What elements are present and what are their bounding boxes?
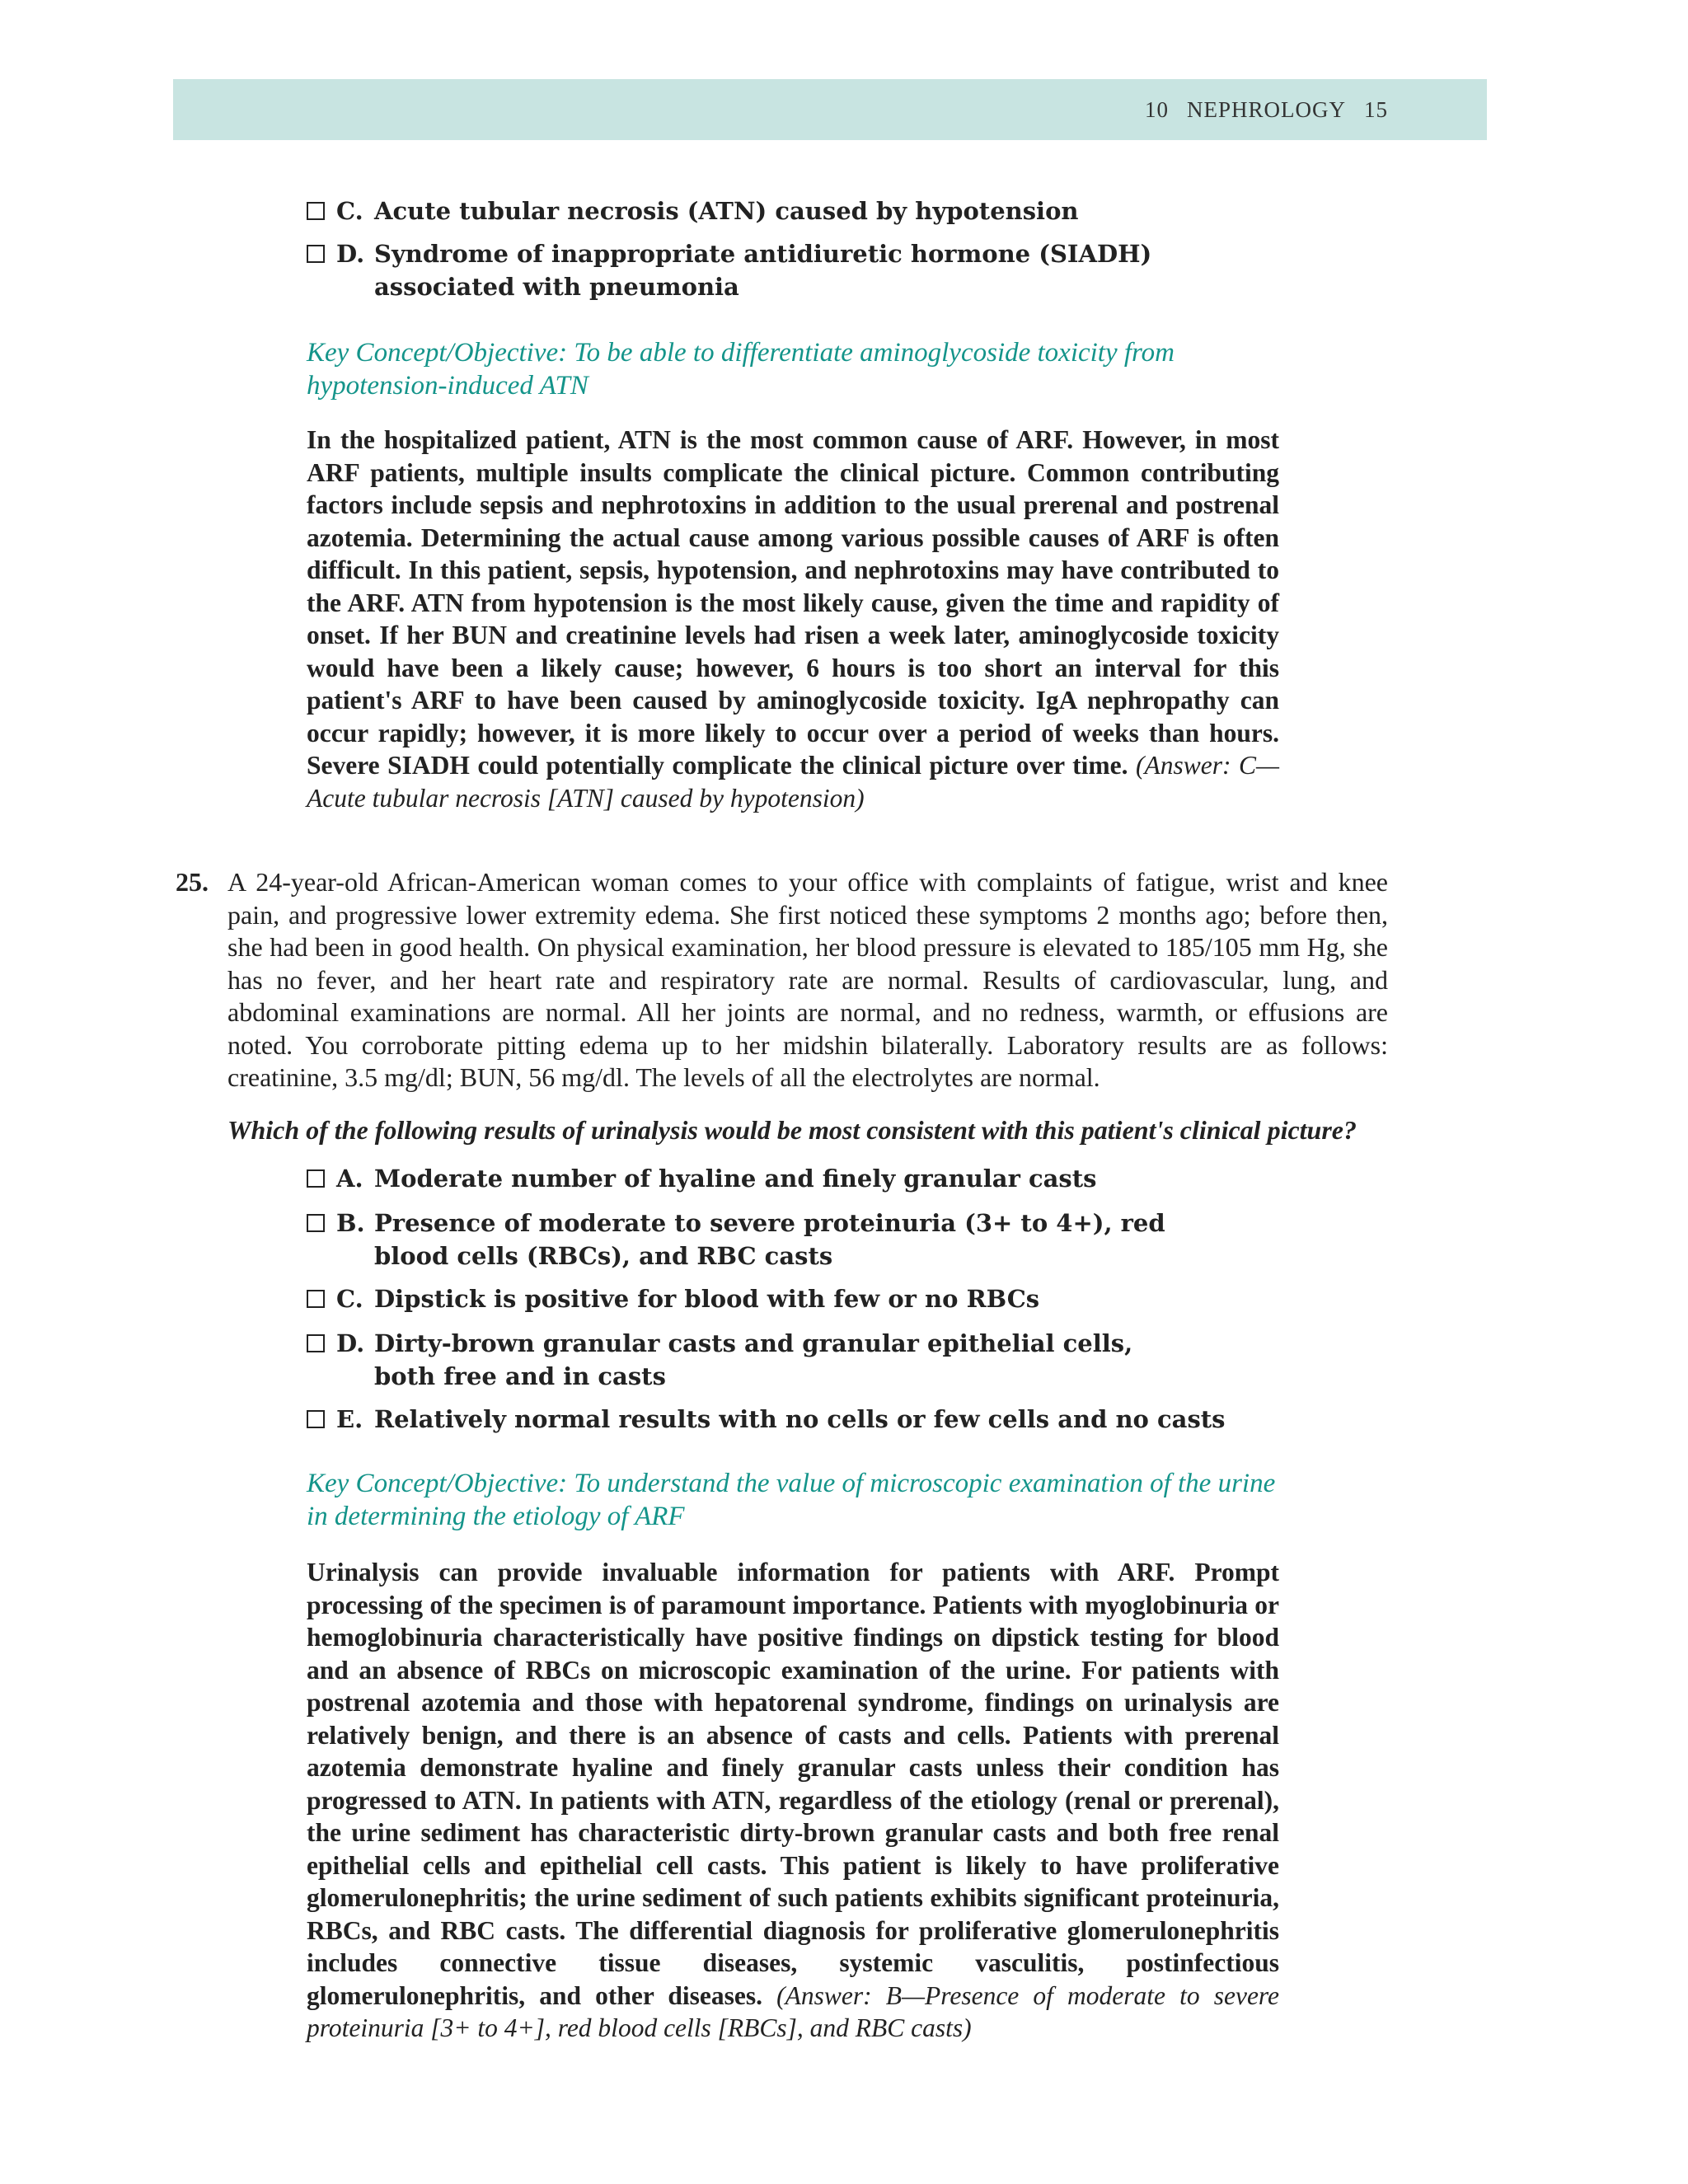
option-text: Acute tubular necrosis (ATN) caused by hypotension <box>374 197 1079 225</box>
explanation-text: Urinalysis can provide invaluable information for patients with ARF. Prompt processing of the specimen is of paramount importance. Patients with myoglobinuria or hemoglobinuria characteristically have positive findings on dipstick testing for blood and an absence of RBCs on microscopic examination of the urine. For patients with postrenal azotemia and those with hepatorenal syndrome, findings on urinalysis are relatively benign, and there is an absence of casts and cells. Patients with prerenal azotemia demonstrate hyaline and finely granular casts unless their condition has progressed to ATN. In patients with ATN, regardless of the etiology (renal or prerenal), the urine sediment has characteristic dirty-brown granular casts and both free renal epithelial cells and epithelial cell casts. This patient is likely to have proliferative glomerulonephritis; the urine sediment of such patients exhibits significant proteinuria, RBCs, and RBC casts. The differential diagnosis for proliferative glomerulonephritis includes connective tissue diseases, systemic vasculitis, postinfectious glomerulonephritis, and other diseases. <box>307 1558 1279 2010</box>
checkbox-icon[interactable] <box>307 1169 325 1188</box>
key-concept-prev: Key Concept/Objective: To be able to differentiate aminoglycoside toxicity from hypotension-induced ATN <box>307 338 1175 401</box>
checkbox-icon[interactable] <box>307 1214 325 1232</box>
explanation-prev <box>307 424 1279 814</box>
explanation <box>307 1556 1279 2045</box>
option-text: Dirty-brown granular casts and granular epithelial cells, both free and in casts <box>374 1329 1133 1390</box>
header-text <box>1145 97 1388 123</box>
key-concept: Key Concept/Objective: To understand the value of microscopic examination of the urine in determining the etiology of ARF <box>307 1469 1276 1531</box>
answer-text: (Answer: B—Presence of moderate to severe proteinuria [3+ to 4+], red blood cells [RBCs], and RBC casts) <box>307 1980 1279 2042</box>
option-letter: C. <box>336 1285 363 1313</box>
checkbox-icon[interactable] <box>307 245 325 263</box>
option-letter: D. <box>336 1329 365 1357</box>
answer-text: (Answer: C—Acute tubular necrosis [ATN] caused by hypotension) <box>307 751 1280 813</box>
option-text: Presence of moderate to severe proteinuria (3+ to 4+), red blood cells (RBCs), and RBC casts <box>374 1209 1165 1270</box>
chapter-title: NEPHROLOGY <box>1186 97 1346 122</box>
option-text: Dipstick is positive for blood with few or no RBCs <box>374 1285 1040 1313</box>
page-number: 15 <box>1364 97 1388 122</box>
checkbox-icon[interactable] <box>307 1334 325 1352</box>
running-header <box>173 79 1487 140</box>
question-number: 25. <box>176 867 209 897</box>
checkbox-icon[interactable] <box>307 1290 325 1308</box>
chapter-number: 10 <box>1144 97 1169 122</box>
checkbox-icon[interactable] <box>307 1410 325 1428</box>
option-text: Relatively normal results with no cells or few cells and no casts <box>374 1405 1226 1433</box>
option-letter: D. <box>336 240 365 268</box>
option-text: Moderate number of hyaline and finely granular casts <box>374 1165 1097 1193</box>
option-letter: A. <box>336 1165 363 1193</box>
checkbox-icon[interactable] <box>307 202 325 220</box>
option-letter: E. <box>336 1405 363 1433</box>
explanation-text: In the hospitalized patient, ATN is the most common cause of ARF. However, in most ARF patients, multiple insults complicate the clinical picture. Common contributing factors include sepsis and nephrotoxins in addition to the usual prerenal and postrenal azotemia. Determining the actual cause among various possible causes of ARF is often difficult. In this patient, sepsis, hypotension, and nephrotoxins may have contributed to the ARF. ATN from hypotension is the most likely cause, given the time and rapidity of onset. If her BUN and creatinine levels had risen a week later, aminoglycoside toxicity would have been a likely cause; however, 6 hours is too short an interval for this patient's ARF to have been caused by aminoglycoside toxicity. IgA nephropathy can occur rapidly; however, it is more likely to occur over a period of weeks than hours. Severe SIADH could potentially complicate the clinical picture over time. <box>307 425 1279 780</box>
option-letter: C. <box>336 197 363 225</box>
option-letter: B. <box>336 1209 365 1237</box>
question-prompt: Which of the following results of urinalysis would be most consistent with this patient's clinical picture? <box>227 1115 1357 1145</box>
question-stem: A 24-year-old African-American woman comes to your office with complaints of fatigue, wrist and knee pain, and progressive lower extremity edema. She first noticed these symptoms 2 months ago; before then, she had been in good health. On physical examination, her blood pressure is elevated to 185/105 mm Hg, she has no fever, and her heart rate and respiratory rate are normal. Results of cardiovascular, lung, and abdominal examinations are normal. All her joints are normal, and no redness, warmth, or effusions are noted. You corroborate pitting edema up to her midshin bilaterally. Laboratory results are as follows: creatinine, 3.5 mg/dl; BUN, 56 mg/dl. The levels of all the electrolytes are normal. <box>227 867 1388 1092</box>
option-text: Syndrome of inappropriate antidiuretic hormone (SIADH) associated with pneumonia <box>374 240 1152 301</box>
